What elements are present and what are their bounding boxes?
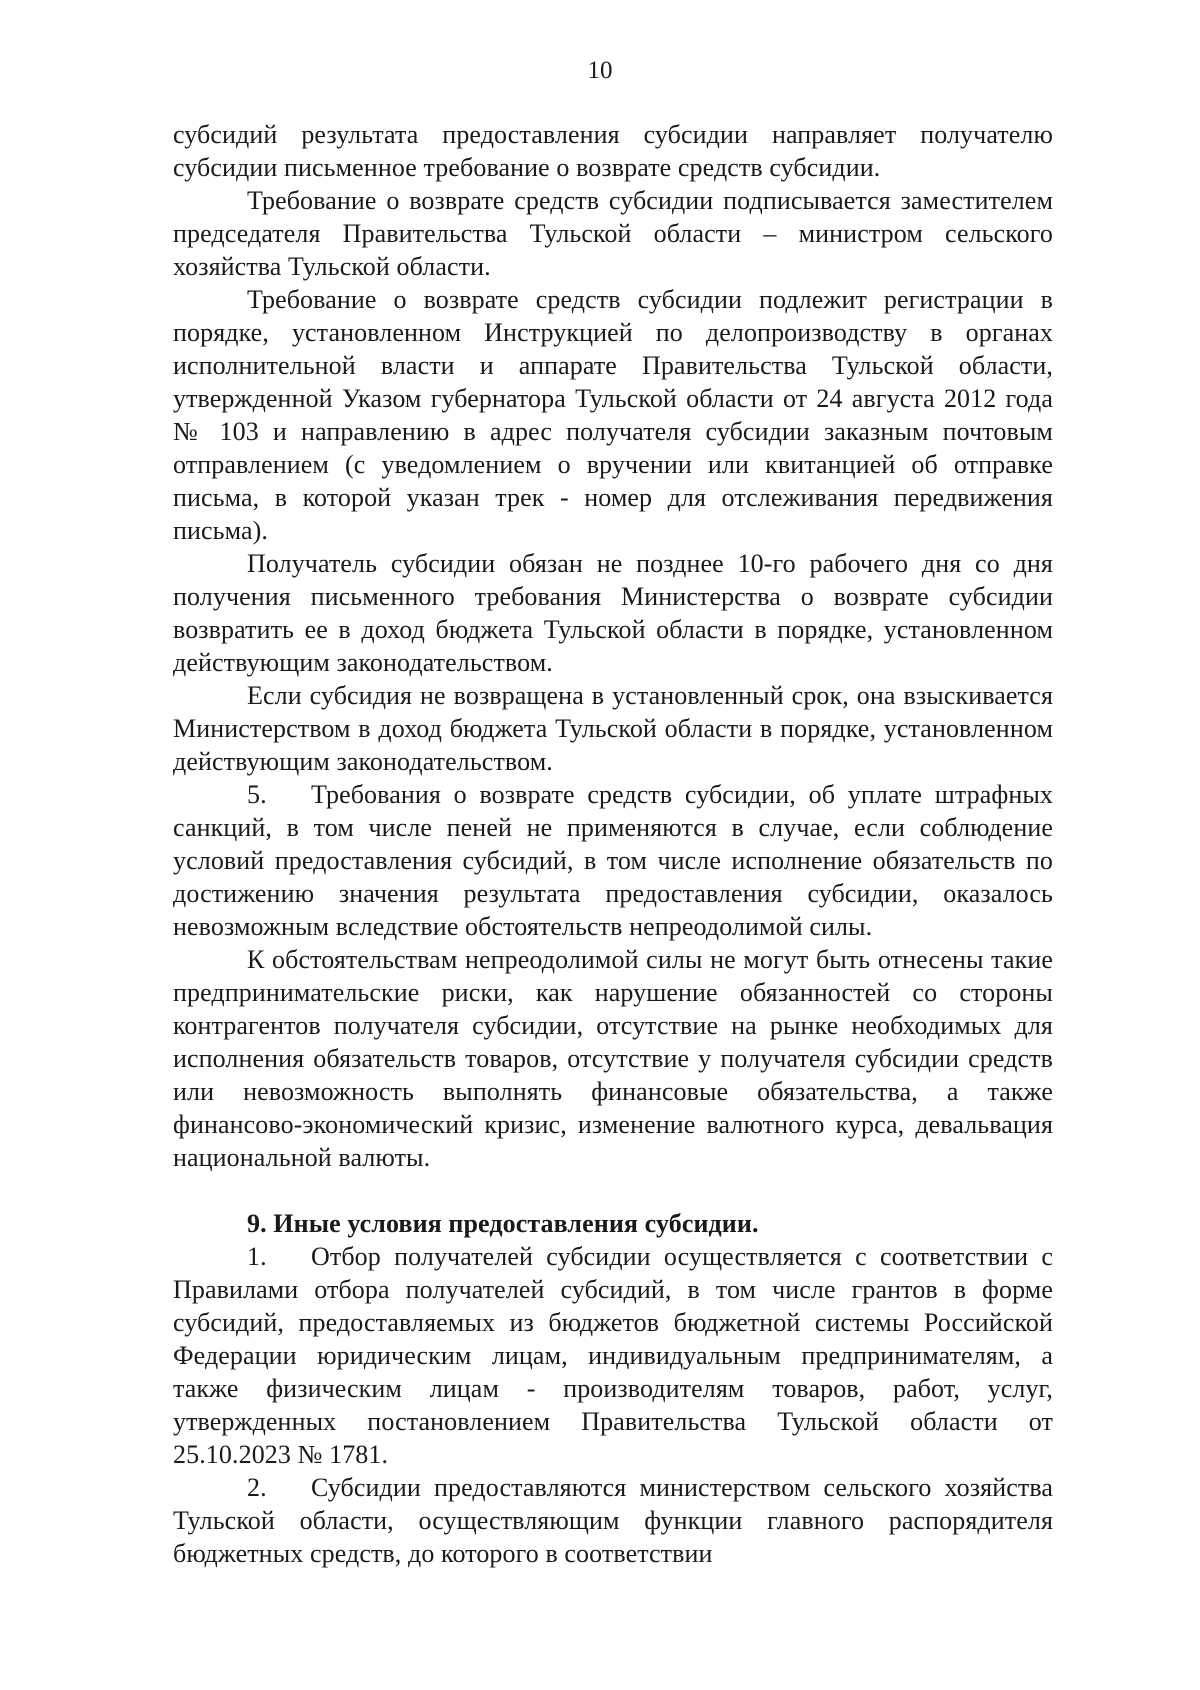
list-item-text: Субсидии предоставляются министерством сельского хозяйства Тульской области, осуществляющим функции главного распорядителя бюджетных средств, до которого в соответствии — [173, 1473, 1053, 1568]
list-item-text: Требования о возврате средств субсидии, об уплате штрафных санкций, в том числе пеней не применяются в случае, если соблюдение условий предоставления субсидий, в том числе исполнение обязательств по достижению значения результата предоставления субсидии, оказалось невозможным вследствие обстоятельств непреодолимой силы. — [173, 780, 1053, 941]
document-body — [173, 118, 1053, 1570]
list-item-number: 1. — [247, 1242, 267, 1271]
section-item-2 — [173, 1471, 1053, 1570]
paragraph-force-majeure: К обстоятельствам непреодолимой силы не могут быть отнесены такие предпринимательские риски, как нарушение обязанностей со стороны контрагентов получателя субсидии, отсутствие на рынке необходимых для исполнения обязательств товаров, отсутствие у получателя субсидии средств или невозможность выполнять финансовые обязательства, а также финансово-экономический кризис, изменение валютного курса, девальвация национальной валюты. — [173, 945, 1053, 1172]
paragraph-demand-registration: Требование о возврате средств субсидии подлежит регистрации в порядке, установленном Инструкцией по делопроизводству в органах исполнительной власти и аппарате Правительства Тульской области, утвержденной Указом губернатора Тульской области от 24 августа 2012 года № 103 и направлению в адрес получателя субсидии заказным почтовым отправлением (с уведомлением о вручении или квитанцией об отправке письма, в которой указан трек - номер для отслеживания передвижения письма). — [173, 285, 1053, 545]
list-item-text: Отбор получателей субсидии осуществляется с соответствии с Правилами отбора получателей субсидий, в том числе грантов в форме субсидий, предоставляемых из бюджетов бюджетной системы Российской Федерации юридическим лицам, индивидуальным предпринимателям, а также физическим лицам - производителям товаров, работ, услуг, утвержденных постановлением Правительства Тульской области от 25.10.2023 № 1781. — [173, 1242, 1053, 1469]
list-item-5 — [173, 778, 1053, 943]
section-item-1 — [173, 1240, 1053, 1471]
paragraph-demand-signature: Требование о возврате средств субсидии подписывается заместителем председателя Правительства Тульской области – министром сельского хозяйства Тульской области. — [173, 186, 1053, 281]
paragraph-refund-deadline: Получатель субсидии обязан не позднее 10-го рабочего дня со дня получения письменного требования Министерства о возврате субсидии возвратить ее в доход бюджета Тульской области в порядке, установленном действующим законодательством. — [173, 549, 1053, 677]
page-number: 10 — [587, 57, 613, 84]
list-item-number: 5. — [247, 780, 267, 809]
list-item-number: 2. — [247, 1473, 267, 1502]
paragraph-continuation: субсидий результата предоставления субсидии направляет получателю субсидии письменное требование о возврате средств субсидии. — [173, 120, 1053, 182]
paragraph-recovery: Если субсидия не возвращена в установленный срок, она взыскивается Министерством в доход бюджета Тульской области в порядке, установленном действующим законодательством. — [173, 681, 1053, 776]
section-heading: 9. Иные условия предоставления субсидии. — [247, 1209, 759, 1238]
